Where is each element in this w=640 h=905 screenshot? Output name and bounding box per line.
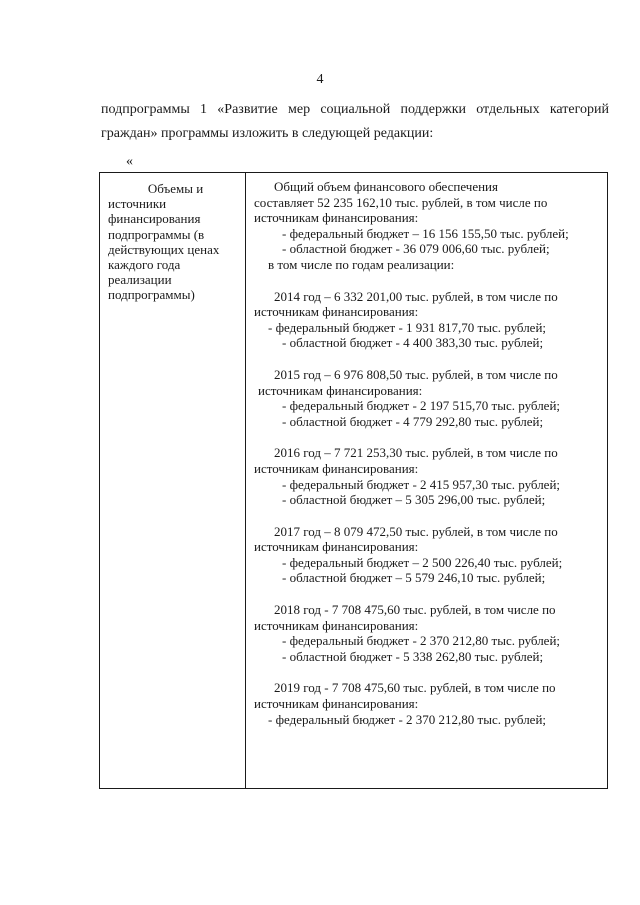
year-2018-federal: - федеральный бюджет - 2 370 212,80 тыс. рублей; xyxy=(282,633,561,649)
total-line-3: источникам финансирования: xyxy=(254,210,419,226)
year-2016-federal: - федеральный бюджет - 2 415 957,30 тыс. рублей; xyxy=(282,476,561,492)
total-regional: - областной бюджет - 36 079 006,60 тыс. рублей; xyxy=(282,241,550,257)
year-2018-line-2: источникам финансирования: xyxy=(254,617,419,633)
total-federal: - федеральный бюджет – 16 156 155,50 тыс. рублей; xyxy=(282,225,569,241)
year-2019-line-1: 2019 год - 7 708 475,60 тыс. рублей, в том числе по xyxy=(274,680,556,696)
year-2017-line-2: источникам финансирования: xyxy=(254,539,419,555)
year-2019-line-2: источникам финансирования: xyxy=(254,696,419,712)
year-2017-line-1: 2017 год – 8 079 472,50 тыс. рублей, в том числе по xyxy=(274,523,558,539)
financing-table xyxy=(99,172,608,789)
spacer xyxy=(254,508,606,524)
spacer xyxy=(254,429,606,445)
label-line: каждого года xyxy=(108,257,181,273)
by-years-line: в том числе по годам реализации: xyxy=(268,256,455,272)
year-2015-line-2: источникам финансирования: xyxy=(258,382,423,398)
year-2018-regional: - областной бюджет - 5 338 262,80 тыс. рублей; xyxy=(282,648,544,664)
column-divider xyxy=(245,173,246,788)
spacer xyxy=(254,351,606,367)
year-2014-regional: - областной бюджет - 4 400 383,30 тыс. рублей; xyxy=(282,335,544,351)
total-line-2: составляет 52 235 162,10 тыс. рублей, в том числе по xyxy=(254,194,548,210)
spacer xyxy=(254,273,606,289)
year-2014-federal: - федеральный бюджет - 1 931 817,70 тыс. рублей; xyxy=(268,319,547,335)
year-2015-federal: - федеральный бюджет - 2 197 515,70 тыс. рублей; xyxy=(282,398,561,414)
year-2017-federal: - федеральный бюджет – 2 500 226,40 тыс. рублей; xyxy=(282,554,563,570)
intro-line-1: подпрограммы 1 «Развитие мер социальной поддержки отдельных категорий xyxy=(101,102,609,117)
spacer xyxy=(254,664,606,680)
intro-line-2: граждан» программы изложить в следующей редакции: xyxy=(101,126,434,141)
year-2014-line-1: 2014 год – 6 332 201,00 тыс. рублей, в том числе по xyxy=(274,288,558,304)
year-2016-line-1: 2016 год – 7 721 253,30 тыс. рублей, в том числе по xyxy=(274,445,558,461)
label-line: источники xyxy=(108,196,167,212)
year-2018-line-1: 2018 год - 7 708 475,60 тыс. рублей, в том числе по xyxy=(274,602,556,618)
label-line: действующих ценах xyxy=(108,241,220,257)
year-2019-federal: - федеральный бюджет - 2 370 212,80 тыс. рублей; xyxy=(268,711,547,727)
content-column xyxy=(254,179,606,727)
year-2016-regional: - областной бюджет – 5 305 296,00 тыс. рублей; xyxy=(282,492,546,508)
year-2015-regional: - областной бюджет - 4 779 292,80 тыс. рублей; xyxy=(282,413,544,429)
label-line: Объемы и xyxy=(147,181,204,196)
year-2014-line-2: источникам финансирования: xyxy=(254,304,419,320)
label-line: подпрограммы) xyxy=(108,287,195,303)
label-line: финансирования xyxy=(108,211,201,227)
label-line: подпрограммы (в xyxy=(108,226,205,242)
total-line-1: Общий объем финансового обеспечения xyxy=(274,179,498,194)
label-column xyxy=(108,181,243,303)
year-2016-line-2: источникам финансирования: xyxy=(254,460,419,476)
year-2017-regional: - областной бюджет – 5 579 246,10 тыс. рублей; xyxy=(282,570,546,586)
spacer xyxy=(254,586,606,602)
open-quote: « xyxy=(126,154,133,169)
page-number: 4 xyxy=(316,72,324,87)
label-line: реализации xyxy=(108,272,172,288)
year-2015-line-1: 2015 год – 6 976 808,50 тыс. рублей, в том числе по xyxy=(274,366,558,382)
